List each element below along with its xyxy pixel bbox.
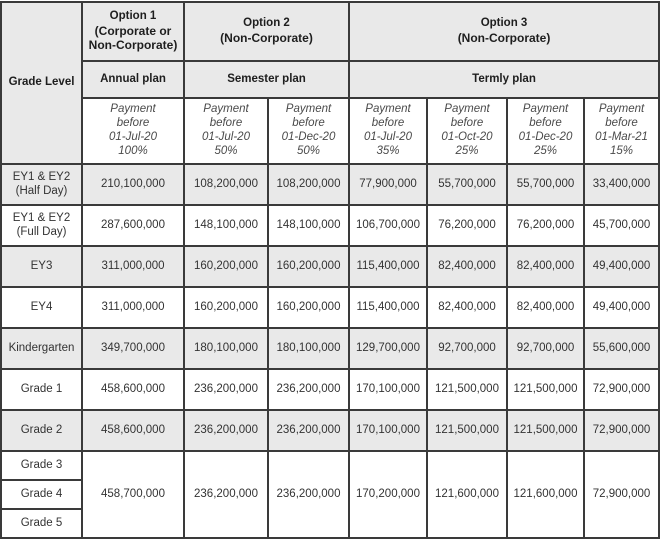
fee-cell: 121,600,000 <box>507 451 584 538</box>
fee-cell: 55,600,000 <box>584 328 659 369</box>
payment-date: 01-Jul-20 <box>202 131 250 143</box>
fee-cell: 33,400,000 <box>584 164 659 205</box>
fee-cell: 106,700,000 <box>349 205 427 246</box>
grade-label <box>1 246 82 287</box>
payment-pct: 15% <box>610 144 634 157</box>
payment-pct: 25% <box>455 144 479 157</box>
tuition-fee-table <box>0 1 660 539</box>
fee-cell: 45,700,000 <box>584 205 659 246</box>
payment-line2: before <box>209 117 243 130</box>
payment-schedule-cell <box>584 98 659 164</box>
fee-cell: 92,700,000 <box>507 328 584 369</box>
payment-schedule-cell <box>349 98 427 164</box>
fee-cell: 458,600,000 <box>82 410 184 451</box>
payment-line1: Payment <box>444 103 490 116</box>
fee-cell: 236,200,000 <box>184 451 268 538</box>
fee-cell: 92,700,000 <box>427 328 507 369</box>
fee-cell: 210,100,000 <box>82 164 184 205</box>
payment-pct: 35% <box>376 144 400 157</box>
grade-label <box>1 410 82 451</box>
table-row <box>1 246 659 287</box>
grade-label: Grade 3 <box>1 451 82 480</box>
grade-name: EY1 & EY2 <box>12 211 71 224</box>
fee-cell: 121,500,000 <box>427 369 507 410</box>
payment-line2: before <box>450 117 484 130</box>
annual-plan-header: Annual plan <box>82 61 184 98</box>
payment-line2: before <box>529 117 562 130</box>
fee-cell: 115,400,000 <box>349 287 427 328</box>
fee-cell: 311,000,000 <box>82 246 184 287</box>
payment-pct: 50% <box>214 144 238 157</box>
fee-cell: 82,400,000 <box>427 287 507 328</box>
table-row <box>1 410 659 451</box>
table-row <box>1 451 659 480</box>
fee-cell: 170,100,000 <box>349 369 427 410</box>
fee-cell: 180,100,000 <box>268 328 349 369</box>
grade-label <box>1 328 82 369</box>
option-3-header: Option 3 (Non-Corporate) <box>349 2 659 61</box>
fee-cell: 49,400,000 <box>584 246 659 287</box>
payment-schedule-cell <box>82 98 184 164</box>
fee-cell: 108,200,000 <box>268 164 349 205</box>
payment-pct: 100% <box>118 144 148 157</box>
payment-line1: Payment <box>285 103 332 116</box>
fee-cell: 76,200,000 <box>427 205 507 246</box>
payment-line1: Payment <box>522 103 569 116</box>
payment-line1: Payment <box>110 103 156 116</box>
fee-cell: 76,200,000 <box>507 205 584 246</box>
fee-cell: 160,200,000 <box>184 246 268 287</box>
fee-cell: 82,400,000 <box>507 246 584 287</box>
fee-cell: 148,100,000 <box>268 205 349 246</box>
grade-label: Grade 4 <box>1 480 82 509</box>
payment-date: 01-Mar-21 <box>595 131 648 143</box>
fee-cell: 129,700,000 <box>349 328 427 369</box>
grade-label <box>1 369 82 410</box>
payment-line2: before <box>605 117 638 130</box>
fee-cell: 458,600,000 <box>82 369 184 410</box>
option-2-header: Option 2 (Non-Corporate) <box>184 2 349 61</box>
payment-date: 01-Oct-20 <box>441 131 493 143</box>
fee-cell: 160,200,000 <box>184 287 268 328</box>
fee-cell: 121,500,000 <box>507 410 584 451</box>
payment-schedule-cell <box>184 98 268 164</box>
fee-cell: 72,900,000 <box>584 369 659 410</box>
payment-line2: before <box>116 117 150 130</box>
payment-schedule-cell <box>427 98 507 164</box>
payment-schedule-cell <box>268 98 349 164</box>
fee-cell: 55,700,000 <box>507 164 584 205</box>
payment-line2: before <box>371 117 405 130</box>
grade-level-header: Grade Level <box>1 2 82 164</box>
payment-date: 01-Jul-20 <box>364 131 412 143</box>
grade-label <box>1 287 82 328</box>
payment-pct: 25% <box>533 144 558 157</box>
fee-cell: 148,100,000 <box>184 205 268 246</box>
payment-pct: 50% <box>296 144 321 157</box>
payment-line1: Payment <box>203 103 249 116</box>
grade-name: Kindergarten <box>8 341 75 354</box>
payment-date: 01-Dec-20 <box>281 131 336 143</box>
fee-cell: 77,900,000 <box>349 164 427 205</box>
fee-cell: 121,500,000 <box>427 410 507 451</box>
fee-cell: 287,600,000 <box>82 205 184 246</box>
grade-label <box>1 205 82 246</box>
fee-cell: 236,200,000 <box>268 451 349 538</box>
grade-qualifier: (Half Day) <box>15 184 68 197</box>
fee-cell: 236,200,000 <box>184 369 268 410</box>
fee-cell: 55,700,000 <box>427 164 507 205</box>
option-1-header: Option 1 (Corporate or Non-Corporate) <box>82 2 184 61</box>
grade-name: EY3 <box>30 259 53 272</box>
termly-plan-header: Termly plan <box>349 61 659 98</box>
payment-line2: before <box>292 117 325 130</box>
fee-cell: 121,500,000 <box>507 369 584 410</box>
table-row <box>1 164 659 205</box>
fee-cell: 121,600,000 <box>427 451 507 538</box>
table-row <box>1 369 659 410</box>
fee-cell: 72,900,000 <box>584 451 659 538</box>
payment-schedule-cell <box>507 98 584 164</box>
grade-label: Grade 5 <box>1 509 82 538</box>
fee-cell: 170,100,000 <box>349 410 427 451</box>
grade-name: EY4 <box>30 300 53 313</box>
fee-cell: 160,200,000 <box>268 246 349 287</box>
payment-date: 01-Jul-20 <box>109 131 157 143</box>
semester-plan-header: Semester plan <box>184 61 349 98</box>
grade-name: EY1 & EY2 <box>12 170 71 183</box>
fee-cell: 236,200,000 <box>268 369 349 410</box>
fee-cell: 349,700,000 <box>82 328 184 369</box>
fee-cell: 236,200,000 <box>184 410 268 451</box>
fee-cell: 311,000,000 <box>82 287 184 328</box>
fee-cell: 160,200,000 <box>268 287 349 328</box>
fee-cell: 115,400,000 <box>349 246 427 287</box>
grade-name: Grade 2 <box>20 423 63 436</box>
table-row <box>1 205 659 246</box>
fee-cell: 108,200,000 <box>184 164 268 205</box>
table-row <box>1 328 659 369</box>
fee-cell: 236,200,000 <box>268 410 349 451</box>
fee-cell: 82,400,000 <box>427 246 507 287</box>
fee-cell: 180,100,000 <box>184 328 268 369</box>
fee-cell: 170,200,000 <box>349 451 427 538</box>
grade-name: Grade 1 <box>20 382 63 395</box>
fee-cell: 82,400,000 <box>507 287 584 328</box>
payment-line1: Payment <box>598 103 645 116</box>
payment-line1: Payment <box>365 103 411 116</box>
fee-cell: 49,400,000 <box>584 287 659 328</box>
grade-label <box>1 164 82 205</box>
grade-qualifier: (Full Day) <box>16 225 67 238</box>
fee-cell: 72,900,000 <box>584 410 659 451</box>
fee-cell: 458,700,000 <box>82 451 184 538</box>
table-row <box>1 287 659 328</box>
payment-date: 01-Dec-20 <box>518 131 573 143</box>
